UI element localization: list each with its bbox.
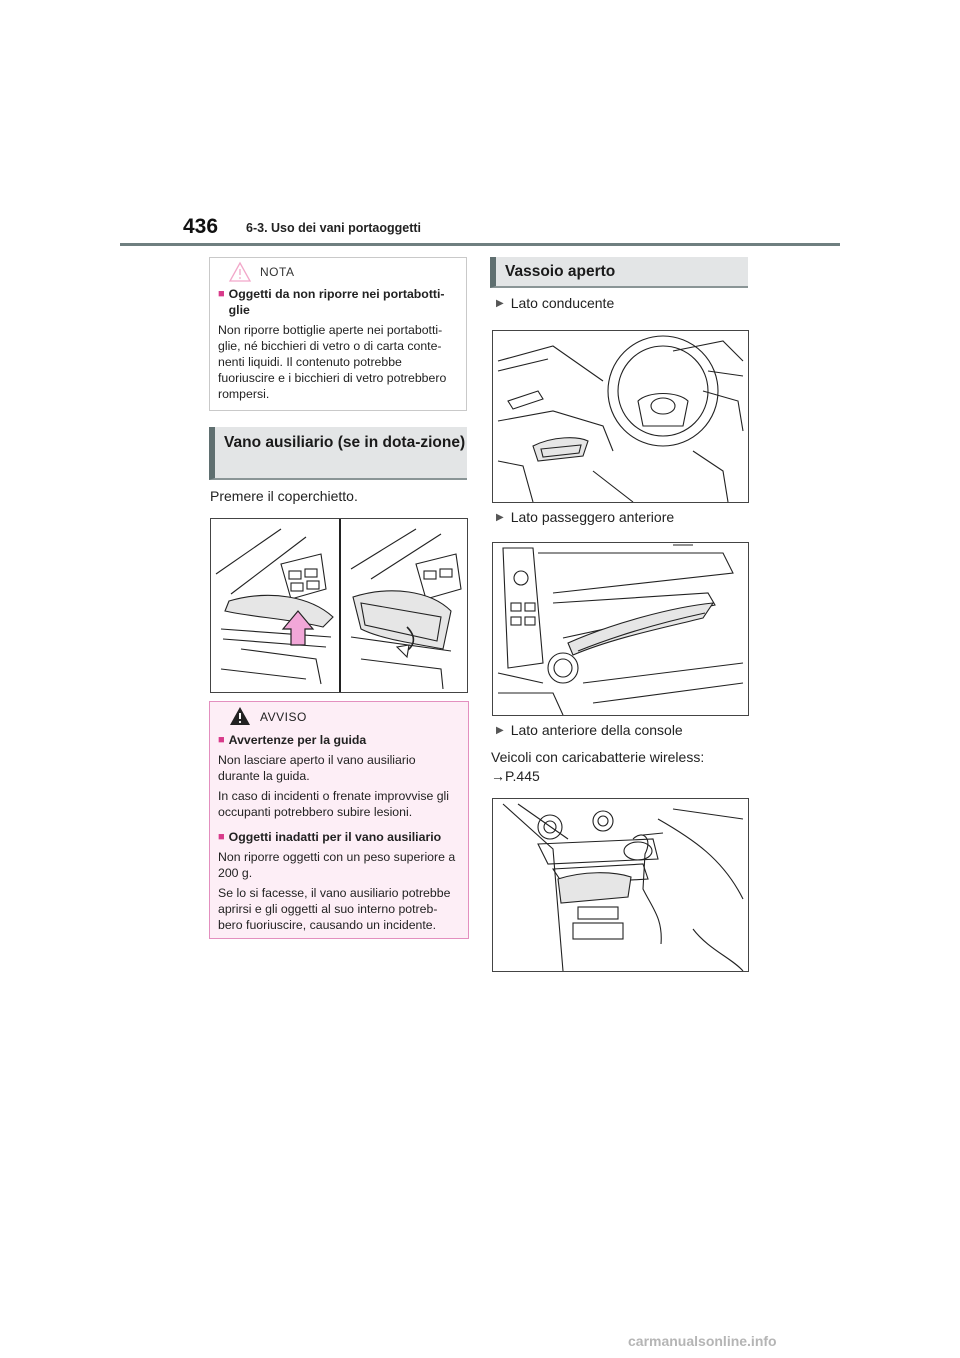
warning-heading-driving: ■ Avvertenze per la guida bbox=[218, 733, 367, 747]
figure-console-front bbox=[492, 798, 749, 972]
square-bullet-icon: ■ bbox=[218, 734, 225, 746]
figure-driver-side bbox=[492, 330, 749, 503]
warning-para-1: Non lasciare aperto il vano ausiliario durante la guida. bbox=[218, 753, 416, 783]
wireless-charger-text: Veicoli con caricabatterie wireless: bbox=[491, 749, 705, 765]
warning-triangle-icon bbox=[228, 705, 252, 727]
arrow-bullet-icon: ▶ bbox=[496, 512, 504, 523]
arrow-bullet-icon: ▶ bbox=[496, 725, 504, 736]
warning-para-2: In caso di incidenti o frenate improvvise gli occupanti potrebbero subire lesioni. bbox=[218, 789, 450, 819]
driver-side-tray-illustration bbox=[493, 331, 748, 502]
console-front-tray-illustration bbox=[493, 799, 748, 971]
watermark: carmanualsonline.info bbox=[628, 1333, 777, 1349]
note-text: Non riporre bottiglie aperte nei portabotti-glie, né bicchieri di vetro o di carta conte-nenti liquidi. Il contenuto potrebbe fuoriuscire e i bicchieri di vetro potrebbero rompersi. bbox=[218, 323, 447, 401]
bullet-console-front: ▶ Lato anteriore della console bbox=[496, 722, 683, 738]
warning-box bbox=[209, 701, 469, 939]
header-rule bbox=[120, 243, 840, 246]
bullet-driver-side: ▶ Lato conducente bbox=[496, 295, 615, 311]
caution-triangle-icon bbox=[228, 261, 252, 283]
warning-header bbox=[210, 702, 468, 730]
page-reference-link[interactable]: →P.445 bbox=[491, 768, 540, 784]
warning-para-3: Non riporre oggetti con un peso superiore a 200 g. bbox=[218, 850, 456, 880]
warning-label: AVVISO bbox=[260, 710, 307, 724]
note-label: NOTA bbox=[260, 265, 295, 279]
section-title: 6-3. Uso dei vani portaoggetti bbox=[246, 221, 422, 235]
warning-heading-unsuitable: ■ Oggetti inadatti per il vano ausiliario bbox=[218, 830, 442, 844]
square-bullet-icon: ■ bbox=[218, 831, 225, 843]
heading-vassoio-aperto: Vassoio aperto bbox=[490, 257, 748, 288]
page-number: 436 bbox=[183, 215, 219, 238]
square-bullet-icon: ■ bbox=[218, 288, 225, 300]
figure-auxiliary-compartment bbox=[210, 518, 468, 693]
bullet-passenger-side: ▶ Lato passeggero anteriore bbox=[496, 509, 675, 525]
warning-para-4: Se lo si facesse, il vano ausiliario potrebbe aprirsi e gli oggetti al suo interno potreb-bero fuoriuscire, causando un incidente. bbox=[218, 886, 451, 932]
instruction-text: Premere il coperchietto. bbox=[210, 488, 358, 504]
note-header bbox=[210, 258, 466, 284]
passenger-side-tray-illustration bbox=[493, 543, 748, 715]
auxiliary-compartment-illustration bbox=[211, 519, 467, 692]
note-box bbox=[209, 257, 467, 411]
heading-vano-ausiliario: Vano ausiliario (se in dota-zione) bbox=[209, 427, 467, 480]
figure-passenger-side bbox=[492, 542, 749, 716]
arrow-bullet-icon: ▶ bbox=[496, 298, 504, 309]
note-heading: ■ Oggetti da non riporre nei portabotti-glie bbox=[218, 287, 445, 317]
